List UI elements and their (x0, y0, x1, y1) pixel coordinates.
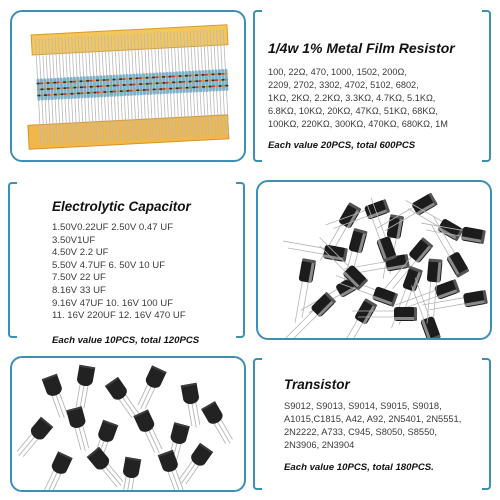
resistor-band (142, 77, 145, 79)
resistor-band (110, 91, 113, 93)
resistor-band (189, 81, 192, 83)
resistor-band (175, 81, 178, 83)
resistor-band (63, 87, 66, 89)
resistor-band (80, 80, 83, 82)
resistor-band (145, 77, 148, 79)
resistor-band (37, 95, 40, 97)
resistor-band (159, 76, 162, 78)
resistor-band (192, 74, 195, 76)
resistor-band (159, 82, 162, 84)
resistor-band (182, 87, 185, 89)
transistor-value-line: 2N3906, 2N3904 (284, 440, 355, 450)
transistor-text-block (284, 377, 494, 473)
resistor-band (176, 87, 179, 89)
resistor-value-line: 100KΩ, 220KΩ, 300KΩ, 470KΩ, 680KΩ, 1M (268, 119, 448, 129)
resistor-band (44, 88, 47, 90)
resistor-band (77, 87, 80, 89)
resistor-band (56, 82, 59, 84)
resistor-band (133, 90, 136, 92)
resistor-band (221, 73, 224, 75)
capacitor-values (52, 222, 242, 323)
resistor-band (40, 88, 43, 90)
resistor-band (172, 82, 175, 84)
resistor-band (149, 89, 152, 91)
resistor-band (89, 80, 92, 82)
resistor-band (205, 74, 208, 76)
resistor-band (96, 80, 99, 82)
resistor-band (162, 76, 165, 78)
transistor-text-bracket-left (253, 358, 262, 490)
resistor-band (50, 82, 53, 84)
resistor-band (139, 89, 142, 91)
resistor-band (119, 78, 122, 80)
resistor-band (100, 91, 103, 93)
resistor-band (219, 85, 222, 87)
resistor-band (116, 78, 119, 80)
resistor-band (107, 91, 110, 93)
resistor-band (99, 79, 102, 81)
transistor-value-line: A1015,C1815, A42, A92, 2N5401, 2N5551, (284, 414, 462, 424)
resistor-band (208, 80, 211, 82)
resistor-band (63, 81, 66, 83)
resistor-band (103, 91, 106, 93)
capacitor-value-line: 1.50V0.22UF 2.50V 0.47 UF (52, 222, 174, 233)
resistor-band (133, 84, 136, 86)
resistor-band (37, 89, 40, 91)
transistor (175, 443, 213, 488)
resistor-band (80, 86, 83, 88)
resistor-band (142, 83, 145, 85)
transistor (13, 417, 54, 461)
capacitor-value-line: 7.50V 22 UF (52, 272, 106, 284)
resistor-band (76, 81, 79, 83)
resistor-band (106, 79, 109, 81)
resistor-band (162, 82, 165, 84)
resistor-band (185, 75, 188, 77)
capacitor (281, 237, 347, 262)
resistor-band (212, 79, 215, 81)
transistor-pile-image (12, 358, 244, 490)
resistor-band (44, 94, 47, 96)
transistor-summary: Each value 10PCS, total 180PCS. (284, 462, 434, 473)
resistor-band (201, 74, 204, 76)
resistor-band (110, 85, 113, 87)
resistor-band (47, 82, 50, 84)
resistor-band (198, 74, 201, 76)
resistor-value-line: 2209, 2702, 3302, 4702, 5102, 6802, (268, 80, 419, 90)
resistor-band (41, 94, 44, 96)
resistor-summary: Each value 20PCS, total 600PCS (268, 140, 416, 151)
resistor-band (80, 92, 83, 94)
resistor-band (120, 90, 123, 92)
capacitor-value-line: 4.50V 2.2 UF (52, 247, 109, 259)
resistor-band (166, 82, 169, 84)
transistor (133, 409, 166, 456)
resistor-band (139, 83, 142, 85)
resistor-band (54, 94, 57, 96)
transistor (134, 365, 167, 412)
resistor-band (165, 76, 168, 78)
resistor-band (47, 88, 50, 90)
resistor-band (123, 84, 126, 86)
resistor-band (208, 74, 211, 76)
resistor-band (152, 77, 155, 79)
resistor-band (136, 83, 139, 85)
resistor-band (96, 85, 99, 87)
resistor-band (93, 86, 96, 88)
transistor-title: Transistor (284, 377, 350, 392)
resistor-band (149, 77, 152, 79)
resistor-band (60, 87, 63, 89)
resistor-band (189, 87, 192, 89)
resistor-band (130, 90, 133, 92)
resistor-band (143, 89, 146, 91)
resistor-band (169, 76, 172, 78)
transistor (66, 406, 93, 453)
resistor-band (57, 88, 60, 90)
resistor-band (113, 85, 116, 87)
resistor-band (86, 86, 89, 88)
resistor-band (83, 86, 86, 88)
resistor-band (222, 85, 225, 87)
resistor-band (222, 79, 225, 81)
resistor-band (156, 82, 159, 84)
resistor-band (169, 88, 172, 90)
resistor-band (149, 83, 152, 85)
resistor-band (126, 78, 129, 80)
transistor (158, 450, 188, 490)
resistor-band (225, 79, 228, 81)
resistor-band (86, 80, 89, 82)
transistor-image-panel (10, 356, 246, 492)
resistor-band (202, 80, 205, 82)
resistor-band (116, 90, 119, 92)
resistor-band (153, 89, 156, 91)
capacitor-value-line: 5.50V 4.7UF 6. 50V 10 UF (52, 259, 166, 271)
resistor-band (198, 80, 201, 82)
resistor-band (67, 87, 70, 89)
resistor-band (53, 88, 56, 90)
transistor (72, 365, 95, 411)
resistor-band (73, 87, 76, 89)
capacitor-text-block (52, 199, 242, 346)
transistor (201, 401, 237, 447)
resistor-band (57, 94, 60, 96)
resistor-band (50, 88, 53, 90)
resistor-band (136, 89, 139, 91)
resistor-band (202, 86, 205, 88)
resistor-band (136, 77, 139, 79)
transistor (181, 383, 204, 429)
capacitor-text-bracket-left (8, 182, 17, 338)
resistor-text-block (268, 40, 494, 151)
resistor-band (103, 79, 106, 81)
resistor-band (64, 93, 67, 95)
capacitor-title: Electrolytic Capacitor (52, 199, 191, 214)
resistor-band (116, 84, 119, 86)
resistor-band (209, 86, 212, 88)
resistor-band (47, 94, 50, 96)
resistor-band (179, 87, 182, 89)
resistor-band (211, 73, 214, 75)
resistor-band (113, 79, 116, 81)
resistor-band (182, 75, 185, 77)
resistor-value-line: 100, 22Ω, 470, 1000, 1502, 200Ω, (268, 67, 407, 77)
resistor-band (126, 90, 129, 92)
resistor-band (40, 82, 43, 84)
resistor-band (106, 85, 109, 87)
resistor-band (215, 79, 218, 81)
resistor-band (90, 86, 93, 88)
resistor-band (215, 73, 218, 75)
resistor-band (218, 73, 221, 75)
resistor-band (126, 84, 129, 86)
resistor-band (87, 92, 90, 94)
resistor-band (225, 73, 228, 75)
resistor-band (188, 75, 191, 77)
resistor-value-line: 1KΩ, 2KΩ, 2.2KΩ, 3.3KΩ, 4.7KΩ, 5.1KΩ, (268, 93, 436, 103)
resistor-band (97, 91, 100, 93)
resistor-band (218, 79, 221, 81)
resistor-band (70, 81, 73, 83)
resistor-band (146, 83, 149, 85)
resistor-band (205, 86, 208, 88)
resistor-band (163, 88, 166, 90)
resistor-band (199, 86, 202, 88)
resistor-band (155, 76, 158, 78)
resistor-band (113, 91, 116, 93)
resistor-band (196, 86, 199, 88)
capacitor-pile-image (258, 182, 490, 338)
resistor-band (109, 79, 112, 81)
resistor-band (123, 90, 126, 92)
transistor-values (284, 400, 494, 452)
resistor-band (156, 88, 159, 90)
resistor-band (73, 81, 76, 83)
transistor-value-line: 2N2222, A733, C945, S8050, S8550, (284, 427, 438, 437)
resistor-band (195, 80, 198, 82)
capacitor-summary: Each value 10PCS, total 120PCS (52, 334, 200, 346)
transistor (87, 447, 128, 490)
resistor-band (70, 93, 73, 95)
resistor-band (103, 85, 106, 87)
resistor-image-panel (10, 10, 246, 162)
resistor-band (185, 81, 188, 83)
resistor-title: 1/4w 1% Metal Film Resistor (268, 40, 455, 56)
resistor-band (119, 84, 122, 86)
resistor-values (268, 66, 494, 131)
resistor-band (139, 77, 142, 79)
resistor-band (37, 83, 40, 85)
resistor-band (172, 88, 175, 90)
resistor-value-line: 6.8KΩ, 10KΩ, 20KΩ, 47KΩ, 51KΩ, 68KΩ, (268, 106, 438, 116)
capacitor-value-line: 11. 16V 220UF 12. 16V 470 UF (52, 310, 186, 322)
resistor-band (152, 83, 155, 85)
resistor-band (192, 80, 195, 82)
resistor-band (178, 75, 181, 77)
capacitor (291, 258, 316, 324)
resistor-band (93, 92, 96, 94)
resistor-band (166, 88, 169, 90)
resistor-band (77, 93, 80, 95)
transistor (118, 457, 141, 490)
resistor-band (74, 93, 77, 95)
resistor-band (132, 78, 135, 80)
resistor-band (192, 86, 195, 88)
resistor-band (90, 92, 93, 94)
resistor-band (205, 80, 208, 82)
resistor-band (70, 87, 73, 89)
capacitor-value-line: 3.50V1UF (52, 234, 96, 246)
resistor-strip-image (12, 12, 244, 160)
resistor-band (169, 82, 172, 84)
capacitor (281, 292, 337, 338)
resistor-band (93, 80, 96, 82)
resistor-band (66, 81, 69, 83)
resistor-band (159, 88, 162, 90)
resistor-band (212, 85, 215, 87)
resistor-band (60, 81, 63, 83)
resistor-band (186, 87, 189, 89)
capacitor-value-line: 8.16V 33 UF (52, 284, 106, 296)
resistor-band (67, 93, 70, 95)
transistor (40, 451, 73, 490)
capacitor (333, 298, 378, 338)
transistor-value-line: S9012, S9013, S9014, S9015, S9018, (284, 401, 442, 411)
resistor-band (60, 93, 63, 95)
resistor-text-bracket-left (253, 10, 262, 162)
capacitor-image-panel (256, 180, 492, 340)
resistor-band (122, 78, 125, 80)
resistor-band (51, 94, 54, 96)
resistor-band (129, 78, 132, 80)
resistor-band (172, 76, 175, 78)
resistor-band (175, 75, 178, 77)
resistor-band (195, 74, 198, 76)
resistor-band (53, 82, 56, 84)
resistor-band (100, 85, 103, 87)
resistor-band (129, 84, 132, 86)
resistor-band (83, 80, 86, 82)
resistor-band (83, 92, 86, 94)
resistor-band (182, 81, 185, 83)
resistor-band (179, 81, 182, 83)
resistor-band (225, 85, 228, 87)
resistor-band (215, 85, 218, 87)
capacitor-value-line: 9.16V 47UF 10. 16V 100 UF (52, 297, 174, 309)
resistor-band (146, 89, 149, 91)
resistor-band (43, 82, 46, 84)
